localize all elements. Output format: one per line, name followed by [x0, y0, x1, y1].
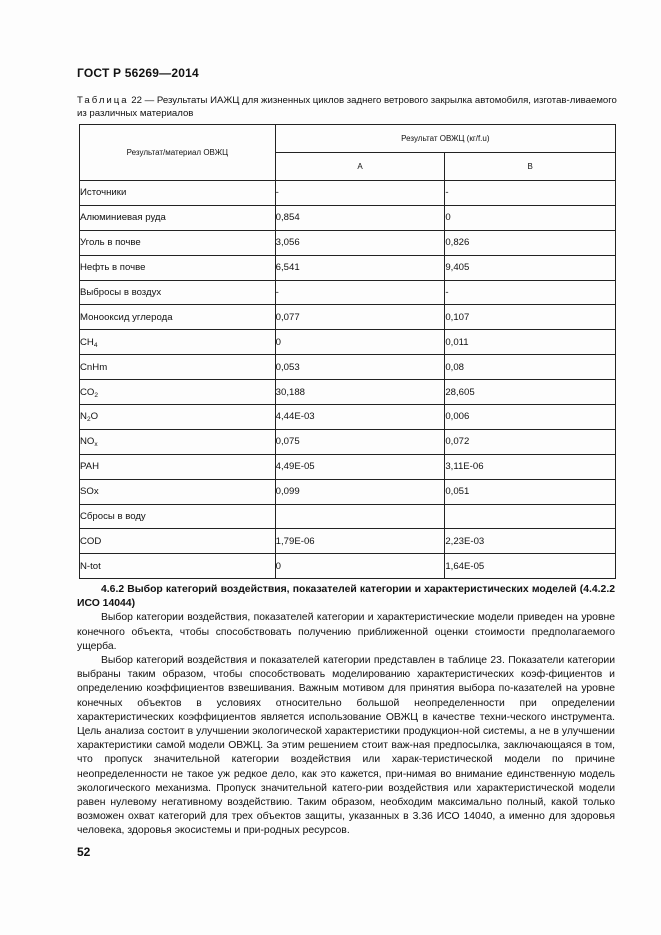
value-cell-b: 9,405 — [445, 255, 616, 280]
row-name — [80, 479, 276, 504]
table-row — [80, 280, 616, 305]
table-caption-text: 22 — Результаты ИАЖЦ для жизненных циклов заднего ветрового закрылка автомобиля, изготав-ливаемого из различных материалов — [77, 95, 617, 119]
value-cell-b: 28,605 — [445, 380, 616, 405]
paragraph: Выбор категорий воздействия и показателей категории представлен в таблице 23. Показатели категории выбраны таким образом, чтобы способствовать моделированию характеристических коэф-фициентов и определению коэффициентов взвешивания. Важным мотивом для принятия выбора по-казателей на уровне конечных объектов в условиях относительно большой неопределенности при определении характеристических коэффициентов является использование ОВЖЦ в качестве техни-ческого инструмента. Цель анализа состоит в улучшении экологической характеристики продукцион-ной системы, а не в улучшении характеристики самой модели ОВЖЦ. За этим решением стоит важ-ная предпосылка, заключающаяся в том, что пропуск значительной категории воздействия или харак-теристической модели по причине неопределенности не такое уж редкое дело, как это кажется, при-нимая во внимание единственную модель экологического механизма. Пропуск значительной катего-рии воздействия или характеристической модели равен нулевому негативному воздействию. Таким образом, необходим максимально полный, какой только возможен охват категорий для трех объектов защиты, указанных в 3.36 ИСО 14040, а именно для здоровья человека, здоровья экосистемы и при-родных ресурсов. — [77, 655, 615, 837]
row-name-text: Источники — [80, 187, 127, 199]
row-name — [80, 405, 276, 430]
table-row — [80, 205, 616, 230]
row-name-text: Нефть в почве — [80, 262, 146, 274]
value-cell-b: 0,006 — [445, 405, 616, 430]
table-row — [80, 504, 616, 529]
table-row — [80, 529, 616, 554]
row-name — [80, 429, 276, 454]
value-cell-b: 0,107 — [445, 305, 616, 330]
value-cell-b: 3,11E-06 — [445, 454, 616, 479]
row-name-text: N — [80, 411, 87, 423]
table-row — [80, 355, 616, 380]
table-row — [80, 554, 616, 579]
table-row — [80, 429, 616, 454]
row-name-subscript: x — [94, 441, 98, 449]
value-cell-b: - — [445, 280, 616, 305]
column-group-header: Результат ОВЖЦ (кг/f.u) — [275, 125, 615, 153]
row-name-text: Выбросы в воздух — [80, 287, 162, 298]
row-name — [80, 554, 276, 579]
value-cell-b: 0,051 — [445, 479, 616, 504]
value-cell-a: 0,075 — [275, 429, 445, 454]
results-table — [79, 124, 616, 579]
column-header-name: Результат/материал ОВЖЦ — [80, 125, 276, 181]
row-name-text: Сбросы в воду — [80, 511, 146, 523]
value-cell-a: 0,099 — [275, 479, 445, 504]
value-cell-a: 4,44E-03 — [275, 405, 445, 430]
value-cell-b: 0 — [445, 205, 616, 230]
value-cell-a: 0 — [275, 330, 445, 355]
row-name-text: Уголь в почве — [80, 237, 141, 249]
value-cell-a: 3,056 — [275, 230, 445, 255]
table-caption — [77, 94, 617, 120]
table-row — [80, 181, 616, 206]
row-name-text: Алюминиевая руда — [80, 212, 166, 224]
paragraph: Выбор категории воздействия, показателей категории и характеристические модели приведен на уровне конечного объекта, чтобы способствовать получению приближенной оценки стоимости предполагаемого ущерба. — [77, 612, 615, 652]
row-name-subscript: 4 — [93, 341, 98, 349]
value-cell-a: 0,854 — [275, 205, 445, 230]
table-row — [80, 255, 616, 280]
row-name-text: SOx — [80, 486, 99, 498]
row-name — [80, 355, 276, 380]
row-name-subscript: 2 — [94, 391, 99, 399]
table-row — [80, 330, 616, 355]
row-name — [80, 504, 276, 529]
table-row — [80, 454, 616, 479]
row-name-subscript: 2 — [86, 416, 91, 424]
value-cell-b: 0,826 — [445, 230, 616, 255]
row-name-text: PAH — [80, 461, 100, 473]
row-name — [80, 255, 276, 280]
value-cell-b: 0,072 — [445, 429, 616, 454]
value-cell-a: 0,053 — [275, 355, 445, 380]
table-row — [80, 380, 616, 405]
row-name — [80, 529, 276, 554]
row-name-text: CnHm — [80, 361, 108, 373]
row-name-text: COD — [80, 535, 102, 547]
value-cell-b: 0,011 — [445, 330, 616, 355]
value-cell-a: 0,077 — [275, 305, 445, 330]
value-cell-a: 4,49E-05 — [275, 454, 445, 479]
table-row — [80, 479, 616, 504]
row-name — [80, 454, 276, 479]
value-cell-b: 1,64E-05 — [445, 554, 616, 579]
table-caption-label: Таблица — [77, 95, 129, 106]
document-id: ГОСТ Р 56269—2014 — [77, 66, 199, 80]
value-cell-a: - — [275, 181, 445, 206]
row-name — [80, 280, 276, 305]
row-name-text: CH — [80, 336, 94, 348]
row-name — [80, 181, 276, 206]
column-header-b: B — [445, 153, 616, 181]
row-name-text: Монооксид углерода — [80, 311, 173, 323]
value-cell-b: - — [445, 181, 616, 206]
row-name-text: CO — [80, 386, 95, 398]
value-cell-b — [445, 504, 616, 529]
value-cell-a: 1,79E-06 — [275, 529, 445, 554]
row-name-tail: O — [90, 411, 99, 423]
value-cell-a: 0 — [275, 554, 445, 579]
value-cell-b: 2,23E-03 — [445, 529, 616, 554]
table-row — [80, 230, 616, 255]
table-row — [80, 405, 616, 430]
row-name-text: NO — [80, 436, 95, 448]
page-number: 52 — [77, 845, 91, 859]
section-text — [77, 583, 615, 839]
value-cell-b: 0,08 — [445, 355, 616, 380]
row-name — [80, 230, 276, 255]
row-name — [80, 305, 276, 330]
row-name — [80, 380, 276, 405]
section-heading: 4.6.2 Выбор категорий воздействия, показателей категории и характеристических моделей (4.4.2.2 ИСО 14044) — [77, 584, 615, 610]
value-cell-a: - — [275, 280, 445, 305]
column-header-a: A — [275, 153, 445, 181]
value-cell-a: 30,188 — [275, 380, 445, 405]
row-name — [80, 205, 276, 230]
row-name — [80, 330, 276, 355]
value-cell-a — [275, 504, 445, 529]
row-name-text: N-tot — [80, 560, 101, 572]
table-row — [80, 305, 616, 330]
value-cell-a: 6,541 — [275, 255, 445, 280]
